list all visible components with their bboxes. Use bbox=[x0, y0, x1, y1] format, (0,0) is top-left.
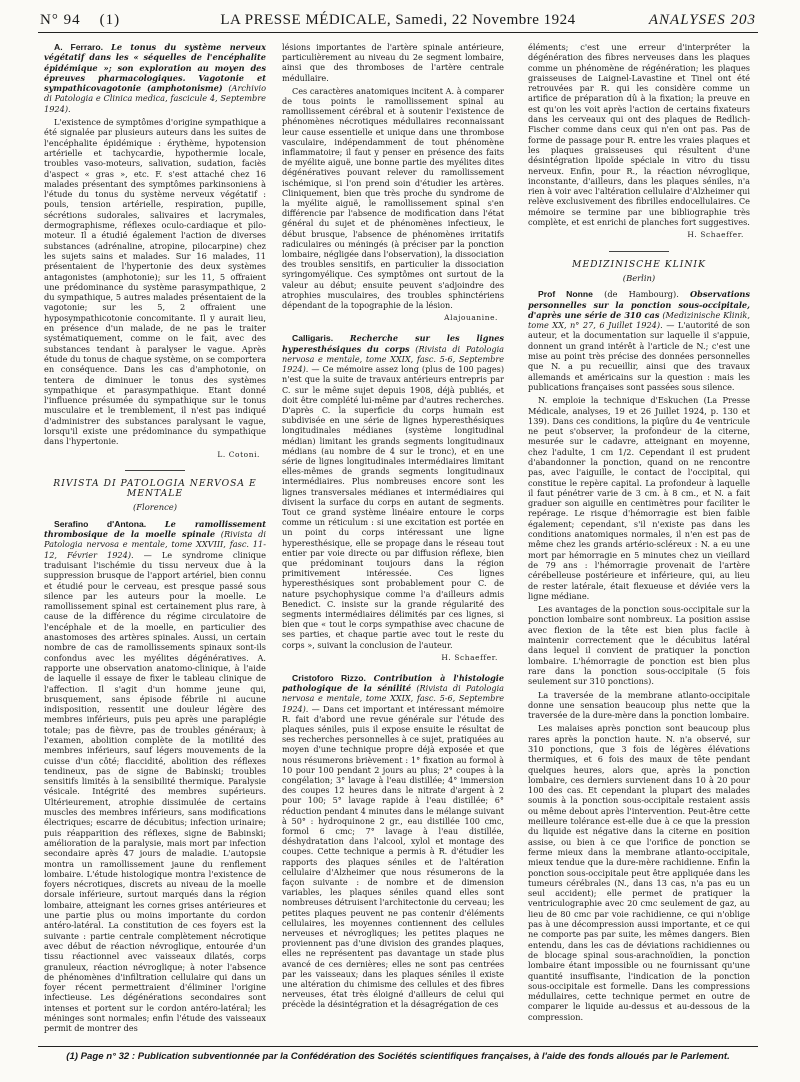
article-author: Cristoforo Rizzo. bbox=[292, 672, 366, 683]
divider bbox=[125, 470, 185, 471]
article-nonne bbox=[528, 289, 750, 392]
article-source: (Archivio di Patologia e Clinica medica, fascicule 4, Septembre 1924). bbox=[44, 83, 267, 114]
section-page-label: ANALYSES 203 bbox=[648, 12, 756, 28]
article-body: — Ce mémoire assez long (plus de 100 pages) n'est que la suite de travaux antérieurs entrepris par C. sur le même sujet depuis 1908, déjà publiés, et doit être complété lui-même par d'autres recherches. D'après C. la superficie du corps humain est subdivisée en une série de lignes hyperesthésiques longitudinales médianes (système longitudinal médian) limitant les grands segments longitudinaux médians (au nombre de 4 sur le tronc), et en une série de lignes longitudinales intermédiaires limitant elles-mêmes de grands segments longitudinaux intermédiaires. Plus nombreuses encore sont les lignes transversales médianes et intermédiaires qui divisent la surface du corps en autant de segments. Tout ce grand système linéaire entoure le corps comme un réticulum : si une excitation est portée en un point du corps intéressant une ligne hyperesthésique, elle se propage dans le réseau tout entier par voie directe ou par diffusion réflexe, bien que prédominant toujours dans la région primitivement intéressée. Ces lignes hyperesthésiques sont probablement pour C. de nature psychophysique comme l'a d'ailleurs admis Benedict. C. insiste sur la grande régularité des segments intermédiaires délimités par ces lignes, si bien que « tout le corps sympathise avec chacune de ses parties, et chaque partie avec tout le reste du corps », suivant la conclusion de l'auteur. bbox=[282, 364, 505, 650]
article-signature: H. Schaeffer. bbox=[687, 230, 744, 240]
article-title: Contribution à l'histologie pathologique de la sénilité bbox=[282, 672, 504, 694]
article-body: — L'autorité de son auteur, et la documentation sur laquelle il s'appuie, donnent un grand intérêt à l'article de N.; c'est une mise au point très précise des données personnelles que N. a pu recueillir, ainsi que des travaux allemands et américains sur la question : mais les publications françaises sont passées sous silence. bbox=[528, 320, 751, 392]
author-affiliation: (de Hambourg). bbox=[604, 289, 679, 300]
article-author: A. Ferraro. bbox=[54, 42, 103, 52]
article-rizzo bbox=[282, 673, 504, 1010]
section-city: (Florence) bbox=[132, 502, 178, 513]
article-paragraph: Les malaises après ponction sont beaucoup plus rares après la ponction haute. N. n'a observé, sur 310 ponctions, que 3 fois de légères élévations thermiques, et 6 fois des maux de tête pendant quelques heures, alors que, après la ponction lombaire, ces derniers survienent dans 10 à 20 pour 100 des cas. Et cependant la plupart des malades soumis à la ponction sous-occipitale restaient assis ou même debout après l'intervention. Peut-être cette meilleure tolérance est-elle due à ce que la pression du liquide est négative dans la citerne en position assise, ou bien à ce que l'orifice de ponction se ferme mieux dans la membrane atlanto-occipitale, mieux tendue que la dure-mère rachidienne. Enfin la ponction sous-occipitale peut être appliquée dans les tumeurs cérébrales (N., dans 13 cas, n'a pas eu un seul accident); elle permet de pratiquer la ventriculographie avec 20 cmc seulement de gaz, au lieu de 80 cmc par voie rachidienne, ce qui n'oblige pas à une décompression aussi importante, et ce qui ne comporte pas par suite, les mêmes dangers. Bien entendu, dans les cas de déviations rachidiennes ou de blocage spinal sous-arachnoïdien, la ponction lombaire étant impossible ou ne fournissant qu'une quantité insuffisante, l'indication de la ponction sous-occipitale est formelle. Dans les compressions médullaires, cette technique permet en outre de comparer le liquide au-dessus et au-dessous de la compression. bbox=[528, 723, 750, 1022]
article-title: Observations personnelles sur la ponction sous-occipitale, d'après une série de 310 cas bbox=[528, 289, 750, 320]
column-2 bbox=[282, 42, 504, 1013]
page-number: N° 94 (1) bbox=[40, 12, 121, 28]
article-source: (Medizinische Klinik, tome XX, n° 27, 6 Juillet 1924). bbox=[528, 309, 750, 331]
article-paragraph: Ces caractères anatomiques incitent A. à comparer de tous points le ramollissement spinal au ramollissement cérébral et à soutenir l'existence de phénomènes nécrotiques médullaires reconnaissant leur cause essentielle et unique dans une thrombose vasculaire, indépendamment de tout phénomène inflammatoire; il faut y penser en présence des faits de myélite aiguë, une bonne partie des myélites dites dégénératives pouvant relever du ramollissement ischémique, si l'on prend soin d'étudier les artères. Cliniquement, bien que très proche du syndrome de la myélite aiguë, le ramollissement spinal s'en différencie par l'absence de modification dans l'état général du sujet et de phénomènes infectieux, le début brusque, l'absence de phénomènes irritatifs radiculaires ou méningés (à préciser par la ponction lombaire, négligée dans l'observation), la dissociation des troubles sensitifs, en particulier la dissociation syringomyélique. Ces symptômes ont surtout de la valeur au début; ensuite peuvent s'adjoindre des atrophies musculaires, des troubles sphinctériens dépendant de la topographie de la lésion. bbox=[282, 85, 504, 311]
article-author: Prof Nonne bbox=[538, 289, 593, 300]
page-footer: (1) Page n° 32 : Publication subventionnée par la Confédération des Sociétés scientifiques françaises, à l'aide des fonds alloués par le Parlement. bbox=[38, 1046, 758, 1062]
section-heading: MEDIZINISCHE KLINIK bbox=[572, 258, 706, 270]
article-calligaris bbox=[282, 333, 504, 649]
section-heading: RIVISTA DI PATOLOGIA NERVOSA E MENTALE bbox=[53, 477, 257, 500]
article-paragraph: La traversée de la membrane atlanto-occipitale donne une sensation beaucoup plus nette que la traversée de la dure-mère dans la ponction lombaire. bbox=[528, 689, 750, 721]
article-title: Recherche sur les lignes hyperesthésiques du corps bbox=[282, 333, 505, 354]
article-dantona bbox=[44, 519, 266, 1034]
divider bbox=[609, 251, 669, 252]
article-signature: L. Cotoni. bbox=[217, 449, 260, 459]
article-source: (Rivista di Patologia nervosa e mentale, tome XXIX, fasc. 5-6, Septembre 1924). bbox=[282, 343, 504, 375]
article-body: — Dans cet important et intéressant mémoire R. fait d'abord une revue générale sur l'étude des plaques séniles, puis il expose ensuite le résultat de ses recherches personnelles à ce sujet, pratiquées au moyen d'une technique propre déjà exposée et que nous résumerons brièvement : 1° fixation au formol à 10 pour 100 pendant 2 jours au plus; 2° coupes à la congélation; 3° lavage à l'eau distillée; 4° immersion des coupes 12 heures dans le nitrate d'argent à 2 pour 100; 5° lavage rapide à l'eau distillée; 6° réduction pendant 4 minutes dans le mélange suivant à 50° : hydroquinone 2 gr., eau distillée 100 cmc, formol 6 cmc; 7° lavage à l'eau distillée, déshydratation dans l'alcool, xylol et montage des coupes. Cette technique a permis à R. d'étudier les rapports des plaques séniles et de l'altération cellulaire d'Alzheimer que nous résumerons de la façon suivante : de nombre et de dimension variables, les plaques séniles quand elles sont nombreuses détruisent l'architectonie du cerveau; les petites plaques peuvent ne pas contenir d'éléments cellulaires, les moyennes contiennent des cellules nerveuses et névrogliques; les petites plaques ne proviennent pas d'une division des grandes plaques, elles ne représentent pas davantage un stade plus avancé de ces dernières; elles ne sont pas centrées par les vaisseaux; dans les plaques séniles il existe une altération du chimisme des cellules et des fibres nerveuses, état très éloigné d'ailleurs de celui qui précède la désintégration et la désagrégation de ces bbox=[282, 703, 504, 1010]
article-title: Le tonus du système nerveux végétatif dans les « séquelles de l'encéphalite épidémique »; son exploration au moyen des épreuves pharmacologiques. Vagotonie et sympathicovagotonie (amphotonisme) bbox=[44, 42, 266, 94]
article-paragraph: lésions importantes de l'artère spinale antérieure, particulièrement au niveau du 2e segment lombaire, ainsi que des thromboses de l'artère centrale médullaire. bbox=[282, 42, 504, 83]
section-city: (Berlin) bbox=[622, 272, 656, 283]
article-signature: Alajouanine. bbox=[444, 313, 498, 323]
page-header bbox=[38, 10, 758, 33]
article-ferraro bbox=[44, 42, 266, 114]
column-1 bbox=[44, 42, 266, 1037]
article-author: Serafino d'Antona. bbox=[54, 518, 147, 529]
article-author: Calligaris. bbox=[292, 333, 334, 344]
article-title: Le ramollissement thrombosique de la moelle spinale bbox=[44, 518, 266, 540]
article-source: (Rivista di Patologia nervosa e mentale, tome XXVIII, fasc. 11-12, Février 1924). bbox=[44, 529, 266, 560]
article-signature: H. Schaeffer. bbox=[441, 652, 498, 662]
article-paragraph: L'existence de symptômes d'origine sympathique a été signalée par plusieurs auteurs dans les suites de l'encéphalite épidémique : érythème, hypotension artérielle et tachycardie, hypothermie locale, troubles vaso-moteurs, salivation, sudation, faciès d'aspect « gras », etc. F. s'est attaché chez 16 malades présentant des symptômes parkinsoniens à l'étude du tonus du système nerveux végétatif : pouls, tension artérielle, respiration, pupille, sécrétions sudorales, salivaires et lacrymales, dermographisme, réflexes oculo-cardiaque et pilo-moteur. Il a étudié également l'action de diverses substances (adrénaline, atropine, pilocarpine) chez les sujets sains et malades. Sur 16 malades, 11 présentaient de l'hypertonie des deux systèmes antagonistes (amphotonie); sur les 11, 5 offraient une prédominance du système parasympathique, 2 du sympathique, 5 autres malades présentaient de la vagotonie; sur les 5, 2 offraient une hyposympathicotonie concomitante. Il y aurait lieu, en présence d'un malade, de ne pas le traiter systématiquement, comme on le fait, avec des substances tendant à paralyser le vague. Après étude du tonus de chaque système, on se comportera en conséquence. Dans les cas d'amphotonie, on tentera de diminuer le tonus des systèmes sympathique et parasympathique. Etant donné l'influence présumée du sympathique sur le tonus musculaire et le tremblement, il n'est pas indiqué d'administrer des substances paralysant le vague, lorsqu'il existe une prédominance du sympathique dans l'hypertonie. bbox=[44, 117, 266, 447]
article-paragraph: éléments; c'est une erreur d'interpréter la dégénération des fibres nerveuses dans les plaques comme un phénomène de régénération; les plaques graisseuses de Laignel-Lavastine et Tinel ont été retrouvées par R. qui les considère comme un artifice de préparation dû à la fixation; la preuve en est qu'on les voit après l'action de certains fixateurs dans les cerveaux qui ont des plaques de Redlich-Fischer comme dans ceux qui n'en ont pas. Pas de forme de passage pour R. entre les vraies plaques et les plaques graisseuses qui résultent d'une désintégration lipoïde spéciale in vitro du tissu nerveux. Enfin, pour R., la réaction névroglique, inconstante, d'ailleurs, dans les plaques séniles, n'a rien à voir avec l'altération cellulaire d'Alzheimer qui relève exclusivement des fibrilles endocellulaires. Ce mémoire se termine par une bibliographie très complète, et est enrichi de planches fort suggestives. bbox=[528, 42, 750, 228]
article-source: (Rivista di Patologia nervosa e mentale, tome XXIX, fasc. 5-6, Septembre 1924). bbox=[282, 683, 505, 714]
journal-title: LA PRESSE MÉDICALE, Samedi, 22 Novembre 1924 bbox=[220, 12, 576, 28]
article-paragraph: N. emploie la technique d'Eskuchen (La Presse Médicale, analyses, 19 et 26 Juillet 1924, p. 130 et 139). Dans ces conditions, la piqûre du 4e ventricule ne peut s'observer, la profondeur de la citerne, mesurée sur le cadavre, atteignant en moyenne, chez l'adulte, 1 cm 1/2. Cependant il est prudent d'abandonner la ponction, quand on ne rencontre pas, avec l'aiguille, le contact de l'occipital, qui constitue le repère capital. La profondeur à laquelle il faut pénétrer varie de 3 cm. à 8 cm., et N. a fait graduer son aiguille en centimètres pour faciliter le repérage. Le risque d'hémorragie est bien faible également; cependant, s'il n'existe pas dans les conditions anatomiques normales, il n'en est pas de même chez les grands artério-scléreux : N. a eu une mort par hémorragie en 5 minutes chez un vieillard de 79 ans : l'hémorragie provenait de l'artère cérébelleuse postérieure et inférieure, qui, au lieu de rester latérale, était flexueuse et déviée vers la ligne médiane. bbox=[528, 395, 750, 601]
article-body: — Le syndrome clinique traduisant l'ischémie du tissu nerveux due à la suppression brusque de l'apport artériel, bien connu et étudié pour le cerveau, est presque passé sous silence par les auteurs pour la moelle. Le ramollissement spinal est certainement plus rare, à cause de la différence du régime circulatoire de l'encéphale et de la moelle, en particulier des anastomoses des artères spinales. Aussi, un certain nombre de cas de ramollissements spinaux sont-ils confondus avec les myélites dégénératives. A. rapporte une observation anatomo-clinique, à l'aide de laquelle il essaye de fixer le tableau clinique de l'affection. Il s'agit d'un homme jeune qui, brusquement, sans épisode fébrile ni aucune indisposition, ressentit une douleur légère des membres inférieurs, puis peu après une paraplégie totale; pas de fièvre, pas de troubles généraux; à l'examen, abolition complète de la motilité des membres inférieurs, sauf légers mouvements de la cuisse d'un côté; flaccidité, abolition des réflexes tendineux, pas de signe de Babinski; troubles sensitifs limités à la sensibilité thermique. Paralysie vésicale. Intégrité des membres supérieurs. Ultérieurement, atrophie dissimulée de certains muscles des membres inférieurs, sans modifications électriques; escarre de décubitus; infection urinaire; puis réapparition des réflexes, signe de Babinski; amélioration de la paralysie, mais mort par infection secondaire après 47 jours de maladie. L'autopsie montra un ramollissement jaune du renflement lombaire. L'étude histologique montra l'existence de foyers nécrotiques, discrets au niveau de la moelle dorsale inférieure, surtout marqués dans la région lombaire, atteignant les cornes grises antérieures et une partie plus ou moins importante du cordon antéro-latéral. La constitution de ces foyers est la suivante : partie centrale complètement nécrotique avec début de réaction névroglique, entourée d'un tissu réactionnel avec vaisseaux dilatés, corps granuleux, réaction névroglique; à noter l'absence de phénomènes d'infiltration cellulaire qui dans un foyer récent permettraient d'éliminer l'origine infectieuse. Les dégénérations secondaires sont intenses et portent sur le cordon antéro-latéral; les méninges sont normales; enfin l'étude des vaisseaux permit de montrer des bbox=[44, 549, 266, 1034]
column-3 bbox=[528, 42, 750, 1025]
article-paragraph: Les avantages de la ponction sous-occipitale sur la ponction lombaire sont nombreux. La position assise avec flexion de la tête est bien plus facile à maintenir correctement que le décubitus latéral dans lequel il convient de pratiquer la ponction lombaire. L'hémorragie de ponction est bien plus rare dans la ponction sous-occipitale (5 fois seulement sur 310 ponctions). bbox=[528, 604, 750, 687]
